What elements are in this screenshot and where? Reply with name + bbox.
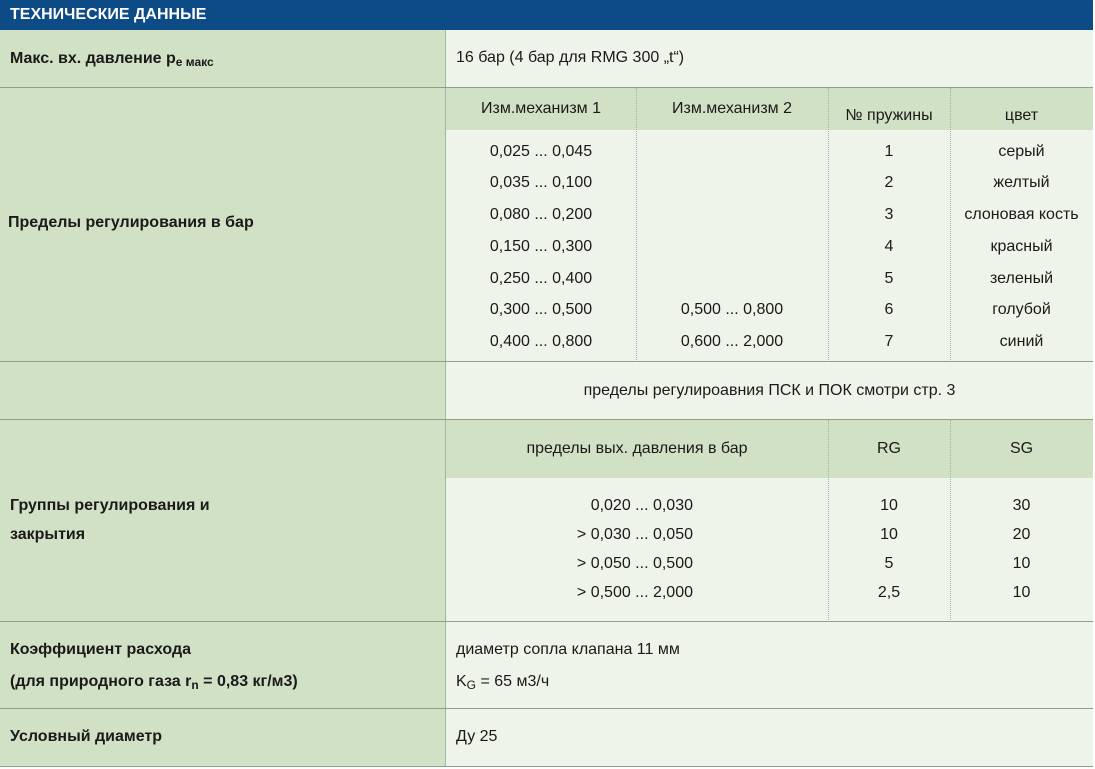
value-cell: [446, 420, 1093, 621]
groups-label-line2: закрытия: [10, 526, 86, 543]
group-range: > 0,500 ... 2,000: [576, 584, 693, 601]
header-outlet-range: пределы вых. давления в бар: [526, 440, 748, 457]
label-cell: [0, 622, 446, 708]
range-color: серый: [998, 143, 1045, 160]
group-sg: 10: [1012, 584, 1031, 601]
group-sg: 10: [1012, 555, 1031, 572]
range-color: красный: [990, 238, 1053, 255]
psk-note-text: пределы регулироавния ПСК и ПОК смотри стр. 3: [583, 382, 956, 399]
row-max-pressure: [0, 30, 1093, 88]
range-spring: 5: [884, 270, 894, 287]
range-m1: 0,035 ... 0,100: [489, 174, 593, 191]
label-cell: [0, 88, 446, 361]
value-cell: [446, 30, 1093, 87]
value-cell: [446, 88, 1093, 361]
group-rg: 10: [880, 497, 898, 514]
range-m1: 0,080 ... 0,200: [489, 206, 593, 223]
value-cell: [446, 709, 1093, 766]
range-spring: 4: [884, 238, 894, 255]
group-range: > 0,030 ... 0,050: [576, 526, 693, 543]
header-mechanism-2: Изм.механизм 2: [672, 100, 792, 117]
flow-label-line1: Коэффициент расхода: [10, 641, 191, 658]
col-divider: [636, 88, 637, 362]
diameter-label: Условный диаметр: [10, 728, 163, 745]
header-rg: RG: [877, 440, 901, 457]
header-spring-number: № пружины: [845, 107, 933, 124]
ranges-label: Пределы регулирования в бар: [8, 214, 254, 231]
range-m2: 0,600 ... 2,000: [680, 333, 784, 350]
row-flow-coefficient: [0, 622, 1093, 709]
group-rg: 10: [880, 526, 898, 543]
group-range: > 0,050 ... 0,500: [576, 555, 693, 572]
range-spring: 7: [884, 333, 894, 350]
range-spring: 2: [884, 174, 894, 191]
groups-label-line1: Группы регулирования и: [10, 497, 210, 514]
range-m1: 0,400 ... 0,800: [489, 333, 593, 350]
range-m2: 0,500 ... 0,800: [680, 301, 784, 318]
group-sg: 30: [1012, 497, 1031, 514]
range-color: голубой: [992, 301, 1051, 318]
range-color: зеленый: [989, 270, 1054, 287]
range-m1: 0,025 ... 0,045: [489, 143, 593, 160]
range-color: синий: [999, 333, 1044, 350]
group-rg: 2,5: [877, 584, 901, 601]
diameter-value: Ду 25: [456, 728, 498, 745]
row-regulation-ranges: [0, 88, 1093, 362]
header-sg: SG: [1009, 440, 1034, 457]
range-m1: 0,250 ... 0,400: [489, 270, 593, 287]
header-color: цвет: [1004, 107, 1039, 124]
col-divider: [828, 88, 829, 362]
range-m1: 0,150 ... 0,300: [489, 238, 593, 255]
kg-value: $K_G = 65$ м3/ч: [456, 673, 550, 692]
nozzle-diameter-value: диаметр сопла клапана 11 мм: [456, 641, 680, 658]
max-pressure-value: 16 бар (4 бар для RMG 300 „t“): [456, 49, 685, 66]
range-spring: 1: [884, 143, 894, 160]
label-cell: [0, 709, 446, 766]
col-divider: [950, 88, 951, 362]
range-spring: 3: [884, 206, 894, 223]
group-rg: 5: [884, 555, 894, 572]
row-nominal-diameter: [0, 709, 1093, 767]
group-range: 0,020 ... 0,030: [590, 497, 693, 514]
range-spring: 6: [884, 301, 894, 318]
label-cell: [0, 420, 446, 621]
value-cell: [446, 362, 1093, 419]
max-pressure-label: Макс. вх. давление $p_{e макс}$: [10, 50, 214, 69]
label-cell: [0, 362, 446, 419]
row-psk-note: [0, 362, 1093, 420]
header-mechanism-1: Изм.механизм 1: [481, 100, 601, 117]
group-sg: 20: [1012, 526, 1031, 543]
value-cell: [446, 622, 1093, 708]
flow-label-line2: (для природного газа $r_n = 0,83$ кг/м3): [10, 673, 298, 692]
range-m1: 0,300 ... 0,500: [489, 301, 593, 318]
range-color: слоновая кость: [964, 206, 1079, 223]
row-groups: [0, 420, 1093, 622]
range-color: желтый: [993, 174, 1050, 191]
label-cell: [0, 30, 446, 87]
table-title: ТЕХНИЧЕСКИЕ ДАННЫЕ: [0, 0, 1093, 30]
